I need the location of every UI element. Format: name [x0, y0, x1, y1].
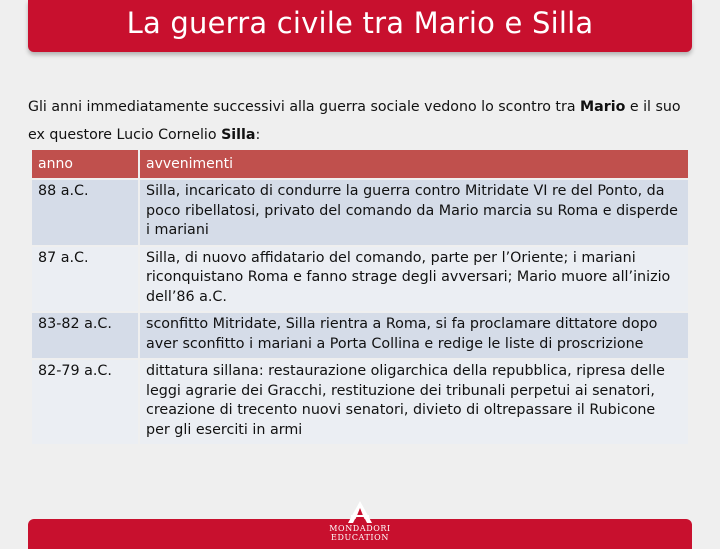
intro-text-1: Gli anni immediatamente successivi alla guerra sociale vedono lo scontro tra	[28, 99, 581, 115]
intro-text-3: :	[255, 127, 261, 143]
intro-silla: Silla	[221, 127, 256, 143]
table-row	[32, 180, 688, 245]
event-cell: sconfitto Mitridate, Silla rientra a Roma, si fa proclamare dittatore dopo aver sconfitto i mariani a Porta Collina e redige le liste di proscrizione	[140, 313, 688, 358]
intro-text-2: e il suo ex questore Lucio Cornelio	[28, 99, 681, 143]
table-header-row	[32, 150, 688, 178]
intro-mario: Mario	[580, 99, 626, 115]
table-row	[32, 360, 688, 444]
year-cell: 83-82 a.C.	[32, 313, 138, 358]
slide-title: La guerra civile tra Mario e Silla	[126, 6, 594, 40]
table-row	[32, 313, 688, 358]
year-cell: 87 a.C.	[32, 247, 138, 312]
mondadori-rose-logo-icon	[345, 500, 375, 524]
event-cell: Silla, di nuovo affidatario del comando, parte per l’Oriente; i mariani riconquistano Roma e fanno strage degli avversari; Mario muore all’inizio dell’86 a.C.	[140, 247, 688, 312]
table-row	[32, 247, 688, 312]
intro-paragraph	[28, 93, 698, 149]
year-cell: 82-79 a.C.	[32, 360, 138, 444]
events-table	[30, 148, 690, 446]
year-cell: 88 a.C.	[32, 180, 138, 245]
event-cell: dittatura sillana: restaurazione oligarchica della repubblica, ripresa delle leggi agrarie dei Gracchi, restituzione dei tribunali perpetui ai senatori, creazione di trecento nuovi senatori, divieto di oltrepassare il Rubicone per gli eserciti in armi	[140, 360, 688, 444]
title-banner	[28, 0, 692, 52]
column-header-anno: anno	[32, 150, 138, 178]
publisher-logo	[300, 500, 420, 542]
column-header-avvenimenti: avvenimenti	[140, 150, 688, 178]
event-cell: Silla, incaricato di condurre la guerra contro Mitridate VI re del Ponto, da poco ribellatosi, privato del comando da Mario marcia su Roma e disperde i mariani	[140, 180, 688, 245]
publisher-name: MONDADORI EDUCATION	[329, 524, 391, 542]
